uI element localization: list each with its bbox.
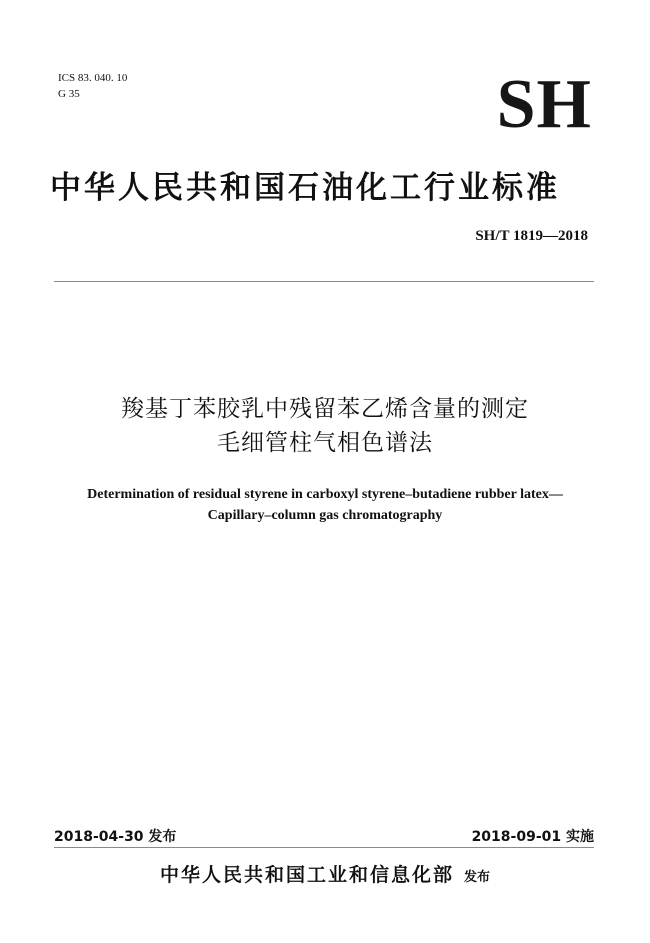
sh-logo: SH — [496, 66, 592, 143]
issuer — [0, 860, 650, 887]
english-title-line-2: Capillary–column gas chromatography — [207, 508, 443, 523]
ics-code: ICS 83. 040. 10 — [58, 72, 128, 84]
chinese-title-line-1: 羧基丁苯胶乳中残留苯乙烯含量的测定 — [121, 396, 529, 422]
standard-number: SH/T 1819—2018 — [475, 228, 588, 244]
issue-date: 2018-04-30 发布 — [54, 829, 177, 845]
english-title-line-1: Determination of residual styrene in carboxyl styrene–butadiene rubber latex— — [87, 487, 563, 502]
english-title — [0, 484, 650, 526]
implementation-date: 2018-09-01 实施 — [471, 829, 594, 845]
chinese-title-line-2: 毛细管柱气相色谱法 — [217, 430, 433, 456]
issuer-suffix: 发布 — [464, 870, 491, 885]
bottom-divider — [54, 847, 594, 848]
classification-codes — [58, 70, 127, 102]
organization-title: 中华人民共和国石油化工行业标准 — [50, 170, 560, 206]
top-divider — [54, 281, 594, 282]
chinese-title — [0, 392, 650, 460]
issuer-name: 中华人民共和国工业和信息化部 — [159, 864, 454, 886]
ccs-code: G 35 — [58, 88, 80, 100]
